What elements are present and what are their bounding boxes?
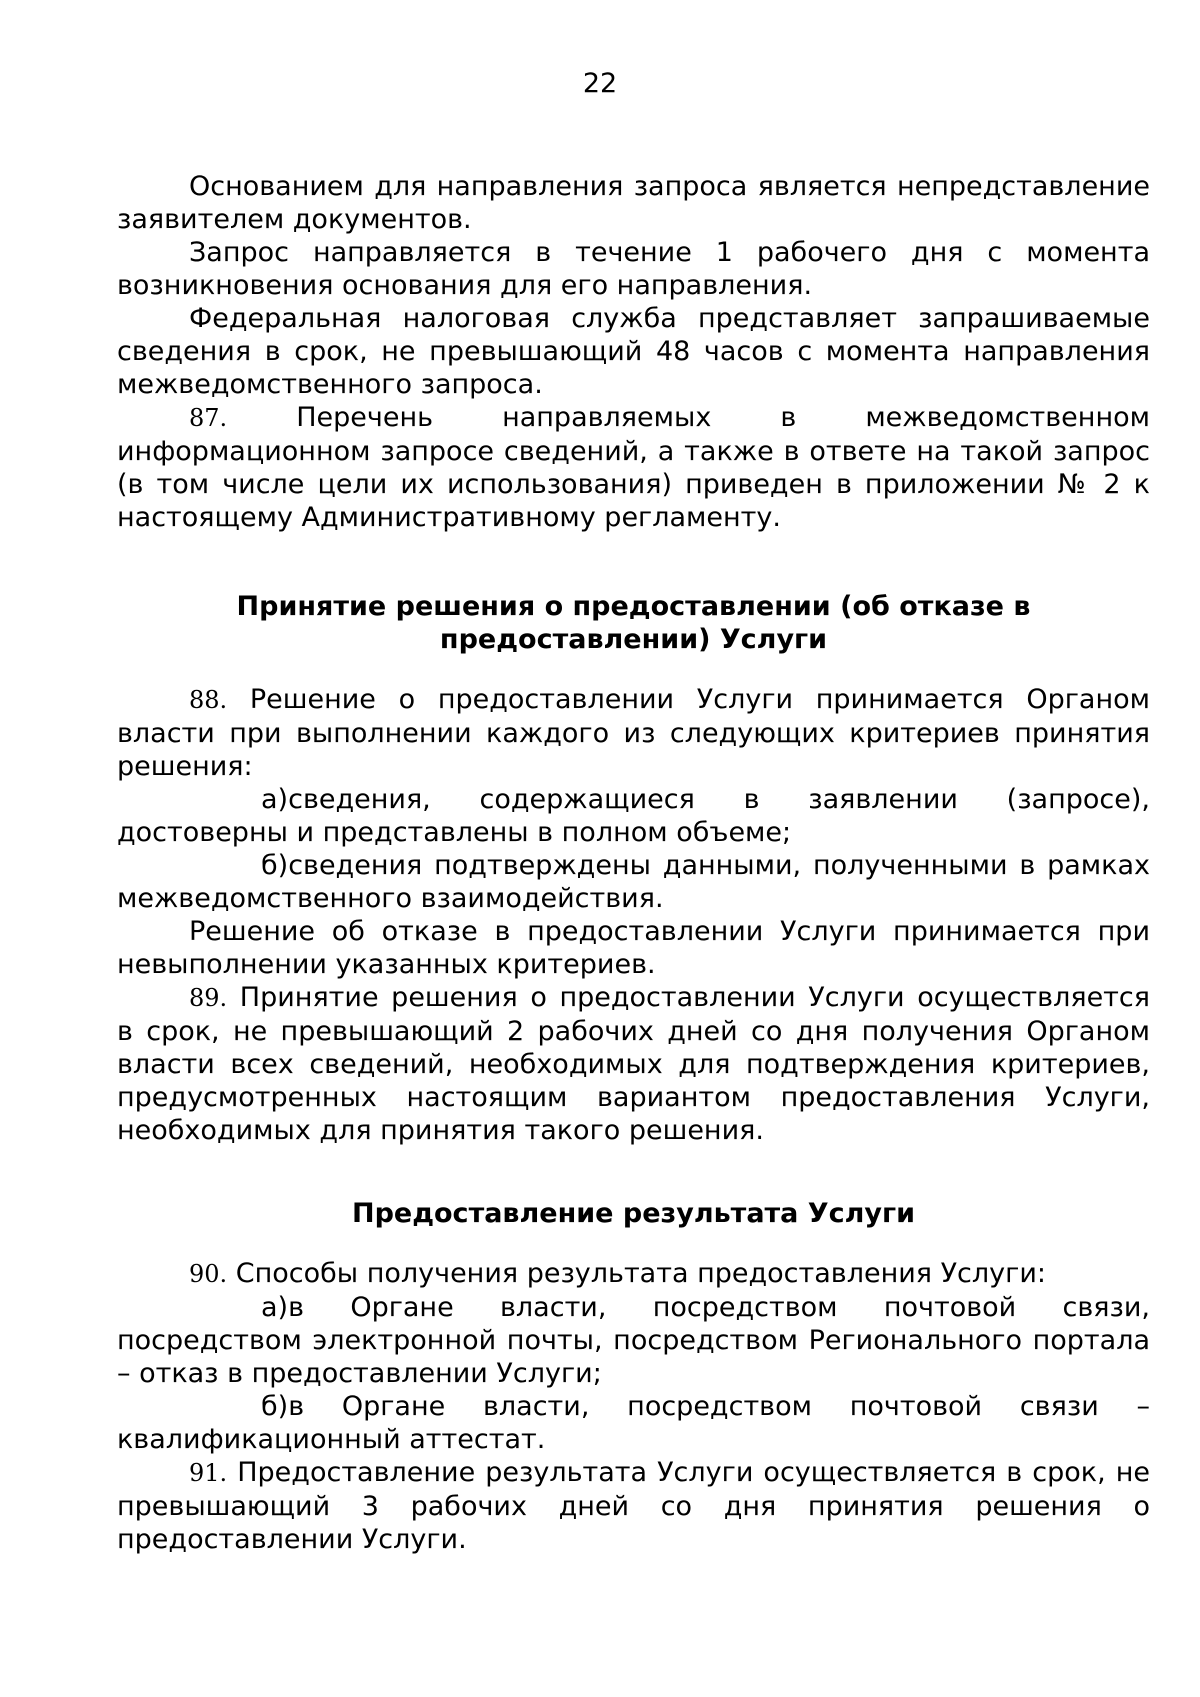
document-body: [117, 170, 1150, 1556]
item-90-sub-b-text: в Органе власти, посредством почтовой связи – квалификационный аттестат.: [117, 1391, 1150, 1455]
item-90-sub-b: [117, 1390, 1150, 1456]
section-heading-decision: [117, 590, 1150, 656]
section-heading-decision-line-2: предоставлении) Услуги: [439, 624, 828, 655]
item-90-sub-a: [117, 1291, 1150, 1390]
item-88-text: Решение о предоставлении Услуги принимается Органом власти при выполнении каждого из следующих критериев принятия решения:: [117, 684, 1151, 782]
paragraph-request-timing: Запрос направляется в течение 1 рабочего дня с момента возникновения основания для его направления.: [117, 237, 1150, 301]
item-88-sub-a: [117, 783, 1150, 849]
section-heading-result: Предоставление результата Услуги: [351, 1198, 916, 1229]
item-90: [117, 1257, 1150, 1291]
item-91-number: 91.: [189, 1459, 228, 1487]
item-91-text: Предоставление результата Услуги осуществляется в срок, не превышающий 3 рабочих дней со дня принятия решения о предоставлении Услуги.: [117, 1457, 1150, 1555]
item-88-sub-a-text: сведения, содержащиеся в заявлении (запросе), достоверны и представлены в полном объеме;: [117, 784, 1150, 848]
item-90-text: Способы получения результата предоставления Услуги:: [235, 1258, 1046, 1289]
item-90-sub-a-text: в Органе власти, посредством почтовой связи, посредством электронной почты, посредством Регионального портала – отказ в предоставлении Услуги;: [117, 1292, 1150, 1389]
item-90-sub-b-letter: б): [261, 1391, 289, 1422]
item-88-sub-b-letter: б): [261, 850, 289, 881]
item-89-number: 89.: [189, 984, 228, 1012]
paragraph-tax-service: Федеральная налоговая служба представляет запрашиваемые сведения в срок, не превышающий 48 часов с момента направления межведомственного запроса.: [117, 303, 1150, 400]
item-91: [117, 1456, 1150, 1556]
item-87-number: 87.: [189, 404, 228, 432]
section-heading-decision-line-1: Принятие решения о предоставлении (об отказе в: [236, 591, 1031, 622]
item-88-sub-b-text: сведения подтверждены данными, полученными в рамках межведомственного взаимодействия.: [117, 850, 1150, 914]
item-89: [117, 981, 1150, 1147]
page-number: 22: [582, 68, 618, 99]
item-88: [117, 683, 1150, 783]
item-88-refusal: Решение об отказе в предоставлении Услуги принимается при невыполнении указанных критериев.: [117, 916, 1150, 980]
item-88-sub-a-letter: а): [261, 784, 289, 815]
item-88-sub-b: [117, 849, 1150, 915]
item-89-text: Принятие решения о предоставлении Услуги осуществляется в срок, не превышающий 2 рабочих дней со дня получения Органом власти всех сведений, необходимых для подтверждения критериев, предусмотренных настоящим вариантом предоставления Услуги, необходимых для принятия такого решения.: [117, 982, 1150, 1146]
item-87: [117, 401, 1150, 534]
item-88-number: 88.: [189, 686, 228, 714]
paragraph-basis: Основанием для направления запроса является непредставление заявителем документов.: [117, 171, 1150, 235]
item-87-text: Перечень направляемых в межведомственном информационном запросе сведений, а также в ответе на такой запрос (в том числе цели их использования) приведен в приложении № 2 к настоящему Административному регламенту.: [117, 402, 1150, 533]
item-90-number: 90.: [189, 1260, 228, 1288]
item-90-sub-a-letter: а): [261, 1292, 289, 1323]
